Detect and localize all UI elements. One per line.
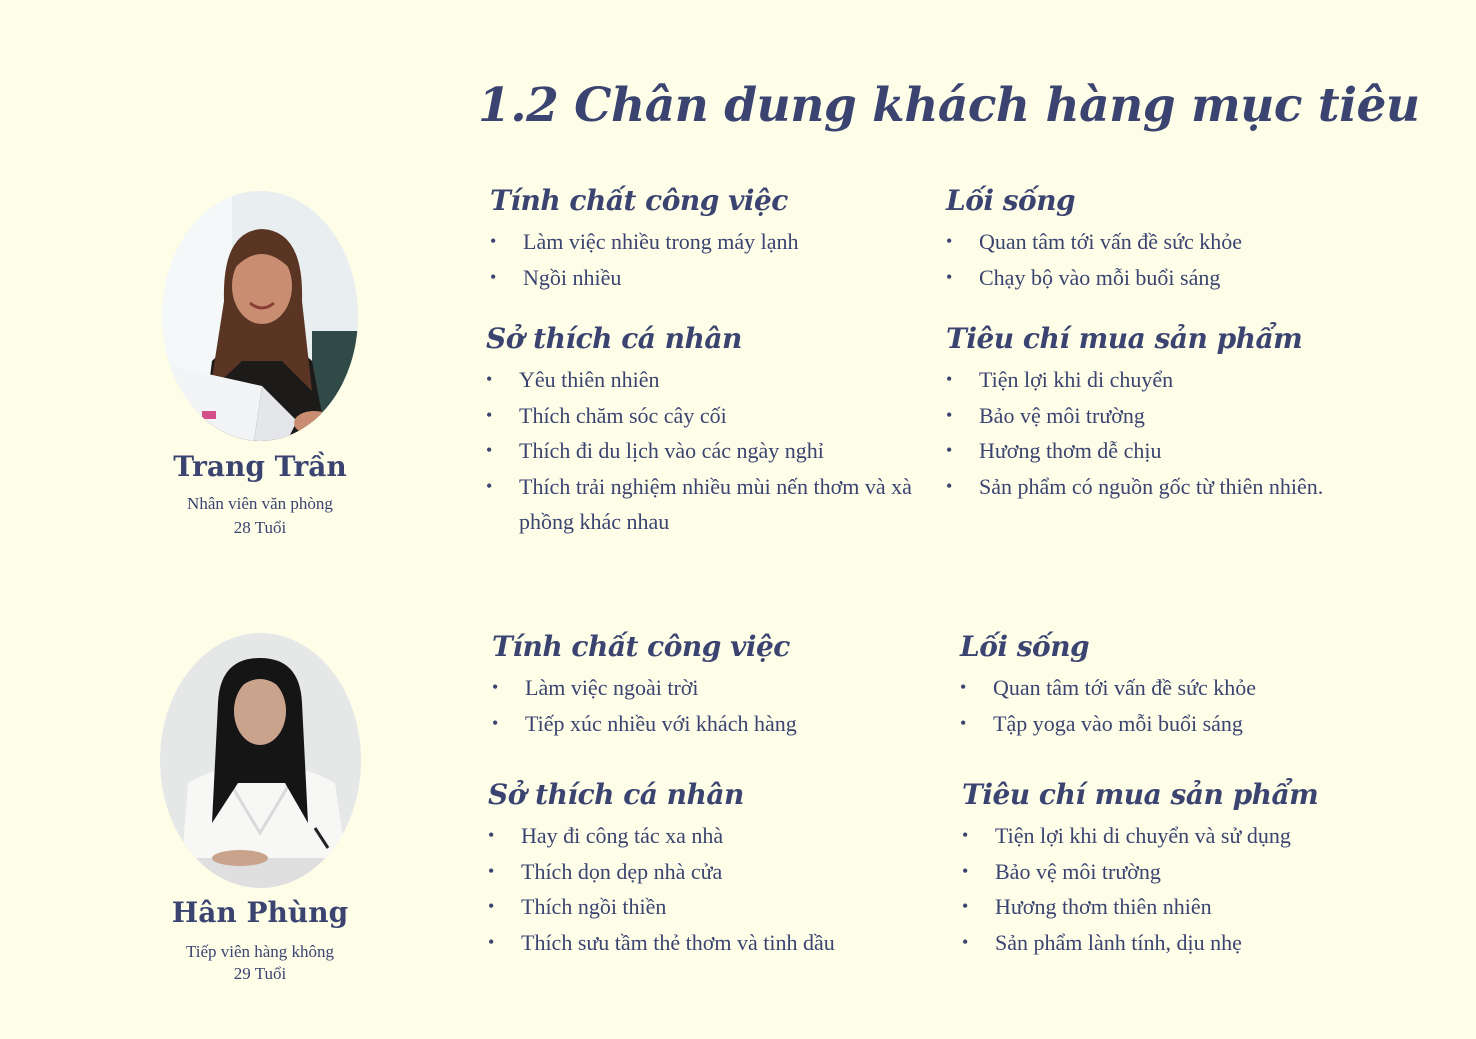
list-item: • Bảo vệ môi trường: [946, 398, 1323, 434]
list-item: • Hay đi công tác xa nhà: [488, 818, 835, 854]
page-title: 1.2 Chân dung khách hàng mục tiêu: [478, 78, 1420, 133]
list-item: • Sản phẩm có nguồn gốc từ thiên nhiên.: [946, 469, 1323, 505]
list-item: • Làm việc ngoài trời: [492, 670, 797, 706]
bullet-icon: •: [486, 404, 493, 425]
persona-age: 29 Tuổi: [233, 964, 287, 983]
bullet-icon: •: [962, 825, 969, 845]
bullet-icon: •: [490, 266, 497, 287]
bullet-icon: •: [962, 931, 969, 952]
avatar-photo: [160, 633, 361, 888]
bullet-icon: •: [962, 860, 969, 881]
section-title: Sở thích cá nhân: [486, 322, 742, 355]
avatar-photo: [162, 191, 358, 441]
list-item: • Tiếp xúc nhiều với khách hàng: [492, 706, 797, 742]
section-title: Lối sống: [946, 184, 1076, 217]
list-item: • Thích sưu tầm thẻ thơm và tinh dầu: [488, 925, 835, 961]
section-title: Tiêu chí mua sản phẩm: [962, 778, 1319, 811]
bullet-icon: •: [488, 896, 495, 916]
bullet-icon: •: [486, 475, 493, 496]
bullet-icon: •: [486, 440, 493, 460]
list-item: • Tiện lợi khi di chuyển và sử dụng: [962, 818, 1318, 854]
bullet-icon: •: [946, 231, 953, 251]
bullet-icon: •: [946, 404, 953, 425]
section-work-nature: [492, 628, 797, 741]
section-title: Tiêu chí mua sản phẩm: [946, 322, 1303, 355]
section-title: Tính chất công việc: [492, 630, 790, 663]
section-purchase-criteria: [962, 776, 1318, 960]
persona-name: Trang Trần: [173, 450, 347, 483]
list-item: • Bảo vệ môi trường: [962, 854, 1318, 890]
list-item: • Thích chăm sóc cây cối: [486, 398, 916, 434]
list-item: • Hương thơm dễ chịu: [946, 433, 1323, 469]
bullet-icon: •: [490, 231, 497, 251]
section-hobbies: [488, 776, 835, 960]
section-title: Lối sống: [960, 630, 1090, 663]
bullet-icon: •: [488, 825, 495, 845]
list-item: • Chạy bộ vào mỗi buổi sáng: [946, 260, 1242, 296]
list-item: • Yêu thiên nhiên: [486, 362, 916, 398]
bullet-icon: •: [946, 475, 953, 496]
bullet-icon: •: [960, 677, 967, 697]
list-item: • Làm việc nhiều trong máy lạnh: [490, 224, 799, 260]
list-item: • Thích dọn dẹp nhà cửa: [488, 854, 835, 890]
bullet-icon: •: [488, 860, 495, 881]
bullet-icon: •: [492, 712, 499, 733]
list-item: • Hương thơm thiên nhiên: [962, 889, 1318, 925]
list-item: • Thích ngồi thiền: [488, 889, 835, 925]
bullet-icon: •: [486, 369, 493, 389]
bullet-icon: •: [960, 712, 967, 733]
bullet-icon: •: [946, 266, 953, 287]
list-item: • Quan tâm tới vấn đề sức khỏe: [960, 670, 1256, 706]
section-work-nature: [490, 182, 799, 295]
list-item: • Tập yoga vào mỗi buổi sáng: [960, 706, 1256, 742]
section-title: Sở thích cá nhân: [488, 778, 744, 811]
persona-age: 28 Tuổi: [233, 518, 287, 537]
section-lifestyle: [946, 182, 1242, 295]
list-item: • Thích trải nghiệm nhiều mùi nến thơm và xà phồng khác nhau: [486, 469, 916, 540]
list-item: • Ngồi nhiều: [490, 260, 799, 296]
list-item: • Quan tâm tới vấn đề sức khỏe: [946, 224, 1242, 260]
section-title: Tính chất công việc: [490, 184, 788, 217]
persona-name: Hân Phùng: [171, 896, 349, 929]
section-lifestyle: [960, 628, 1256, 741]
bullet-icon: •: [492, 677, 499, 697]
bullet-icon: •: [962, 896, 969, 916]
persona-occupation: Nhân viên văn phòng: [187, 494, 333, 513]
persona-occupation: Tiếp viên hàng không: [185, 942, 335, 961]
bullet-icon: •: [946, 369, 953, 389]
list-item: • Sản phẩm lành tính, dịu nhẹ: [962, 925, 1318, 961]
list-item: • Thích đi du lịch vào các ngày nghỉ: [486, 433, 916, 469]
bullet-icon: •: [488, 931, 495, 952]
list-item: • Tiện lợi khi di chuyển: [946, 362, 1323, 398]
bullet-icon: •: [946, 440, 953, 460]
section-purchase-criteria: [946, 320, 1323, 504]
section-hobbies: [486, 320, 916, 540]
